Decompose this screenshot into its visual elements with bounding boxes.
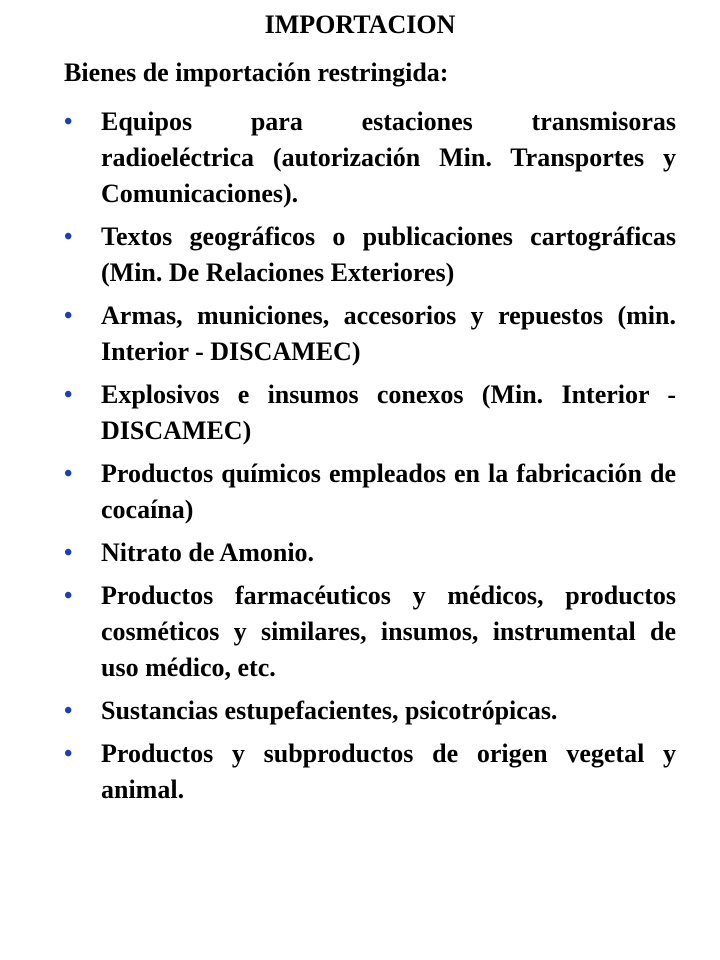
- list-item-text: Nitrato de Amonio.: [101, 538, 315, 567]
- bullet-icon: •: [64, 540, 73, 566]
- bullet-icon: •: [64, 741, 73, 767]
- list-item: [64, 219, 676, 291]
- list-item: [64, 693, 676, 729]
- bullet-icon: •: [64, 583, 73, 609]
- list-item-text: Armas, municiones, accesorios y repuestos (min. Interior - DISCAMEC): [101, 301, 676, 366]
- bullet-icon: •: [64, 109, 73, 135]
- list-item-text: Productos químicos empleados en la fabricación de cocaína): [101, 459, 676, 524]
- bullet-icon: •: [64, 224, 73, 250]
- bullet-icon: •: [64, 303, 73, 329]
- bullet-icon: •: [64, 698, 73, 724]
- list-item: [64, 104, 676, 212]
- bullet-icon: •: [64, 382, 73, 408]
- list-item: [64, 456, 676, 528]
- list-item-text: Productos y subproductos de origen vegetal y animal.: [101, 739, 676, 804]
- list-item-text: Productos farmacéuticos y médicos, productos cosméticos y similares, insumos, instrumental de uso médico, etc.: [101, 581, 676, 682]
- list-item-text: Sustancias estupefacientes, psicotrópicas.: [101, 696, 558, 725]
- list-item: [64, 736, 676, 808]
- list-item: [64, 578, 676, 686]
- page-title: IMPORTACION: [264, 10, 456, 39]
- list-item: [64, 298, 676, 370]
- list-item: [64, 535, 676, 571]
- restricted-goods-list: [64, 104, 676, 815]
- list-item-text: Equipos para estaciones transmisoras radioeléctrica (autorización Min. Transportes y Comunicaciones).: [101, 107, 676, 208]
- list-item-text: Textos geográficos o publicaciones cartográficas (Min. De Relaciones Exteriores): [101, 222, 676, 287]
- list-item: [64, 377, 676, 449]
- section-subtitle: Bienes de importación restringida:: [64, 58, 449, 87]
- bullet-icon: •: [64, 461, 73, 487]
- list-item-text: Explosivos e insumos conexos (Min. Interior - DISCAMEC): [101, 380, 676, 445]
